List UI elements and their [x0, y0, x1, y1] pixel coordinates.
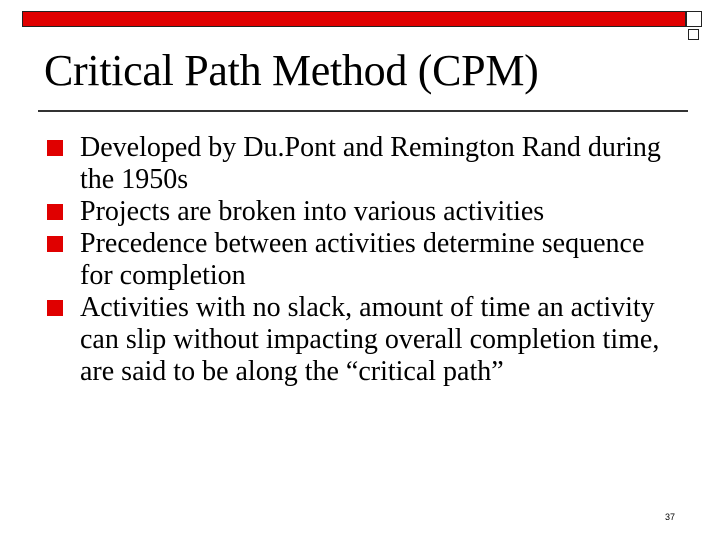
- bullet-text: Precedence between activities determine sequence for completion: [80, 228, 645, 291]
- red-square-bullet-icon: [47, 204, 63, 220]
- title-underline: [38, 110, 688, 112]
- bullet-item: [46, 228, 666, 292]
- top-accent-bar: [22, 11, 686, 27]
- bullet-list: [46, 132, 666, 388]
- red-square-bullet-icon: [47, 140, 63, 156]
- bullet-text: Developed by Du.Pont and Remington Rand during the 1950s: [80, 132, 661, 195]
- page-number: 37: [665, 512, 676, 522]
- bullet-item: [46, 292, 666, 388]
- corner-decoration-upper: [686, 11, 702, 27]
- bullet-item: [46, 132, 666, 196]
- bullet-text: Projects are broken into various activities: [80, 196, 545, 227]
- corner-decoration-lower: [688, 29, 699, 40]
- bullet-item: [46, 196, 666, 228]
- bullet-text: Activities with no slack, amount of time an activity can slip without impacting overall completion time, are said to be along the “critical path”: [80, 292, 660, 387]
- slide-title: Critical Path Method (CPM): [44, 46, 539, 95]
- red-square-bullet-icon: [47, 236, 63, 252]
- red-square-bullet-icon: [47, 300, 63, 316]
